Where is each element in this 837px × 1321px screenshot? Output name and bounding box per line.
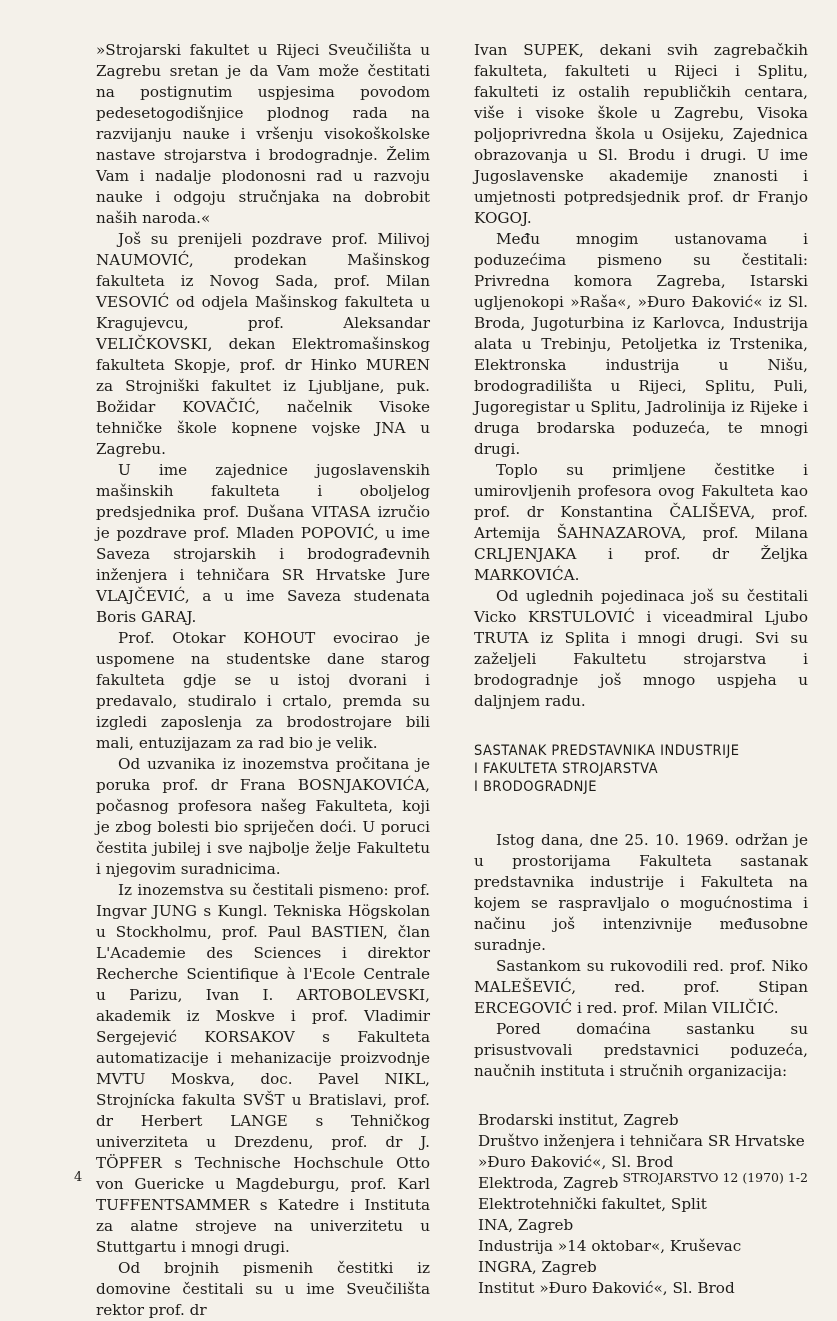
list-item: »Đuro Đaković«, Sl. Brod (478, 1153, 674, 1171)
list-item: INGRA, Zagreb (478, 1258, 597, 1276)
body-paragraph: Prof. Otokar KOHOUT evocirao je uspomene na studentske dane starog fakulteta gdje se u istoj dvorani i predavalo, studiralo i crtalo, premda su izgledi zaposlenja za brodostrojare bili mali, entuzijazam za rad bio je velik. (96, 629, 430, 752)
list-item: Brodarski institut, Zagreb (478, 1111, 679, 1129)
body-paragraph: U ime zajednice jugoslavenskih mašinskih fakulteta i oboljelog predsjednika prof. Dušana VITASA izručio je pozdrave prof. Mladen POPOVIĆ, u ime Saveza strojarskih i brodograđevnih inženjera i tehničara SR Hrvatske Jure VLAJČEVIĆ, a u ime Saveza studenata Boris GARAJ. (96, 461, 430, 626)
body-paragraph-continued: Ivan SUPEK, dekani svih zagrebačkih fakulteta, fakulteti u Rijeci i Splitu, fakulteti iz ostalih republičkih centara, više i visoke škole u Zagrebu, Visoka poljoprivredna škola u Osijeku, Zajednica obrazovanja u Sl. Brodu i drugi. U ime Jugoslavenske akademije znanosti i umjetnosti potpredsjednik prof. dr Franjo KOGOJ. (474, 41, 808, 227)
section-heading-line: I FAKULTETA STROJARSTVA (474, 761, 658, 777)
section-heading-line: I BRODOGRADNJE (474, 779, 597, 795)
list-item: Industrija »14 oktobar«, Kruševac (478, 1237, 742, 1255)
body-paragraph: Od uglednih pojedinaca još su čestitali Vicko KRSTULOVIĆ i viceadmiral Ljubo TRUTA iz Splita i mnogi drugi. Svi su zaželjeli Fakultetu strojarstva i brodogradnje još mnogo uspjeha u daljnjem radu. (474, 587, 808, 710)
body-paragraph: Toplo su primljene čestitke i umirovljenih profesora ovog Fakulteta kao prof. dr Konstantina ČALIŠEVA, prof. Artemija ŠAHNAZAROVA, prof. Milana CRLJENJAKA i prof. dr Željka MARKOVIĆA. (474, 461, 808, 584)
list-item: Društvo inženjera i tehničara SR Hrvatske (478, 1132, 805, 1150)
section-paragraph: Istog dana, dne 25. 10. 1969. održan je u prostorijama Fakulteta sastanak predstavnika industrije i Fakulteta na kojem se raspravljalo o mogućnostima i načinu još intenzivnije međusobne suradnje. (474, 831, 808, 954)
organization-list (474, 1110, 808, 1299)
section-heading-line: SASTANAK PREDSTAVNIKA INDUSTRIJE (474, 743, 740, 759)
section-paragraph: Sastankom su rukovodili red. prof. Niko MALEŠEVIĆ, red. prof. Stipan ERCEGOVIĆ i red. prof. Milan VILIČIĆ. (474, 957, 808, 1017)
body-paragraph: Među mnogim ustanovama i poduzećima pismeno su čestitali: Privredna komora Zagreba, Istarski ugljenokopi »Raša«, »Đuro Đaković« iz Sl. Broda, Jugoturbina iz Karlovca, Industrija alata u Trebinju, Petoljetka iz Trstenika, Elektronska industrija u Nišu, brodogradilišta u Rijeci, Splitu, Puli, Jugoregistar u Splitu, Jadrolinija iz Rijeke i druga brodarska poduzeća, te mnogi drugi. (474, 230, 808, 458)
body-paragraph: Od brojnih pismenih čestitki iz domovine čestitali su u ime Sveučilišta rektor prof. dr (96, 1259, 430, 1319)
right-column (474, 40, 808, 1299)
body-paragraph: Iz inozemstva su čestitali pismeno: prof. Ingvar JUNG s Kungl. Tekniska Högskolan u Stockholmu, prof. Paul BASTIEN, član L'Academie des Sciences i direktor Recherche Scientifique à l'Ecole Centrale u Parizu, Ivan I. ARTOBOLEVSKI, akademik iz Moskve i prof. Vladimir Sergejević KORSAKOV s Fakulteta automatizacije i mehanizacije proizvodnje MVTU Moskva, doc. Pavel NIKL, Strojnícka fakulta SVŠT u Bratislavi, prof. dr Herbert LANGE s Tehničkog univerziteta u Drezdenu, prof. dr J. TÖPFER s Technische Hochschule Otto von Guericke u Magdeburgu, prof. Karl TUFFENTSAMMER s Katedre i Instituta za alatne strojeve na univerzitetu u Stuttgartu i mnogi drugi. (96, 881, 430, 1256)
journal-reference: STROJARSTVO 12 (1970) 1-2 (622, 1170, 808, 1185)
page-number: 4 (74, 1170, 83, 1185)
list-item: Institut »Đuro Đaković«, Sl. Brod (478, 1279, 735, 1297)
body-paragraph: Od uzvanika iz inozemstva pročitana je poruka prof. dr Frana BOSNJAKOVIĆA, počasnog profesora našeg Fakulteta, koji je zbog bolesti bio spriječen doći. U poruci čestita jubilej i sve najbolje želje Fakultetu i njegovim suradnicima. (96, 755, 430, 878)
list-item: Elektrotehnički fakultet, Split (478, 1195, 707, 1213)
left-column (96, 40, 430, 1321)
body-paragraph: Još su prenijeli pozdrave prof. Milivoj NAUMOVIĆ, prodekan Mašinskog fakulteta iz Novog Sada, prof. Milan VESOVIĆ od odjela Mašinskog fakulteta u Kragujevcu, prof. Aleksandar VELIČKOVSKI, dekan Elektromašinskog fakulteta Skopje, prof. dr Hinko MUREN za Strojniški fakultet iz Ljubljane, puk. Božidar KOVAČIĆ, načelnik Visoke tehničke škole kopnene vojske JNA u Zagrebu. (96, 230, 430, 458)
list-item: Elektroda, Zagreb (478, 1174, 619, 1192)
quoted-message-paragraph: »Strojarski fakultet u Rijeci Sveučilišta u Zagrebu sretan je da Vam može čestitati na postignutim uspjesima povodom pedesetogodišnjice plodnog rada na razvijanju nauke i vršenju visokoškolske nastave strojarstva i brodogradnje. Želim Vam i nadalje plodonosni rad u razvoju nauke i odgoju stručnjaka na dobrobit naših naroda.« (96, 41, 430, 227)
list-item: INA, Zagreb (478, 1216, 574, 1234)
section-heading (474, 742, 808, 796)
section-paragraph: Pored domaćina sastanku su prisustvovali predstavnici poduzeća, naučnih instituta i stručnih organizacija: (474, 1020, 808, 1080)
